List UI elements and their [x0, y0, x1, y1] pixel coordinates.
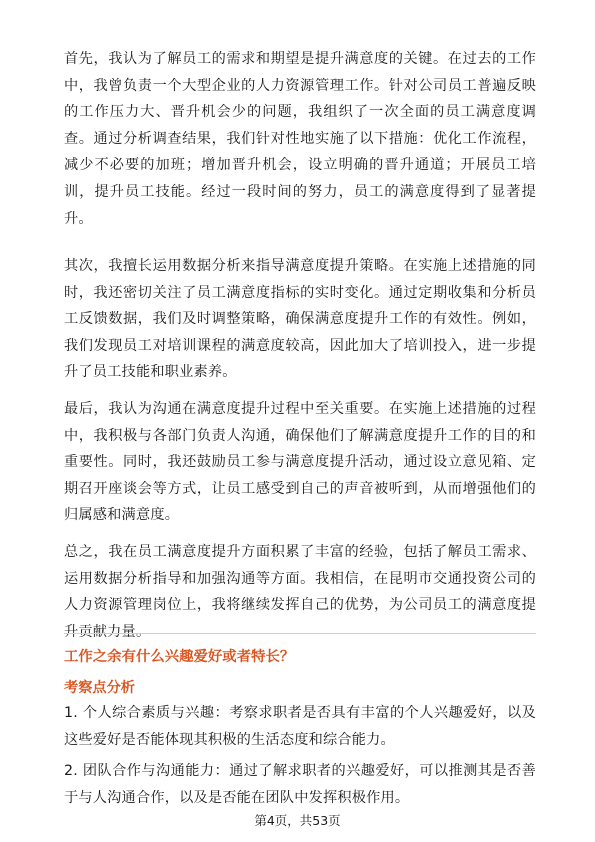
page-number-footer: 第4页，共53页: [254, 813, 341, 828]
analysis-subheading: 考察点分析: [64, 680, 135, 696]
body-paragraph-4: 总之，我在员工满意度提升方面积累了丰富的经验，包括了解员工需求、运用数据分析指导和加强沟通等方面。我相信，在昆明市交通投资公司的人力资源管理岗位上，我将继续发挥自己的优势，为公司员工的满意度提升贡献力量。: [64, 544, 536, 640]
analysis-point-2: 2. 团队合作与沟通能力：通过了解求职者的兴趣爱好，可以推测其是否善于与人沟通合作，以及是否能在团队中发挥积极作用。: [64, 763, 536, 806]
section-divider: [64, 633, 536, 634]
interview-question-heading: 工作之余有什么兴趣爱好或者特长？: [64, 649, 295, 665]
body-paragraph-1: 首先，我认为了解员工的需求和期望是提升满意度的关键。在过去的工作中，我曾负责一个大型企业的人力资源管理工作。针对公司员工普遍反映的工作压力大、晋升机会少的问题，我组织了一次全面的员工满意度调查。通过分析调查结果，我们针对性地实施了以下措施：优化工作流程，减少不必要的加班；增加晋升机会，设立明确的晋升通道；开展员工培训，提升员工技能。经过一段时间的努力，员工的满意度得到了显著提升。: [64, 51, 536, 227]
body-paragraph-3: 最后，我认为沟通在满意度提升过程中至关重要。在实施上述措施的过程中，我积极与各部门负责人沟通，确保他们了解满意度提升工作的目的和重要性。同时，我还鼓励员工参与满意度提升活动，通过设立意见箱、定期召开座谈会等方式，让员工感受到自己的声音被听到，从而增强他们的归属感和满意度。: [64, 401, 536, 524]
body-paragraph-2: 其次，我擅长运用数据分析来指导满意度提升策略。在实施上述措施的同时，我还密切关注了员工满意度指标的实时变化。通过定期收集和分析员工反馈数据，我们及时调整策略，确保满意度提升工作的有效性。例如，我们发现员工对培训课程的满意度较高，因此加大了培训投入，进一步提升了员工技能和职业素养。: [64, 258, 536, 381]
analysis-point-1: 1. 个人综合素质与兴趣：考察求职者是否具有丰富的个人兴趣爱好，以及这些爱好是否能体现其积极的生活态度和综合能力。: [64, 705, 536, 748]
